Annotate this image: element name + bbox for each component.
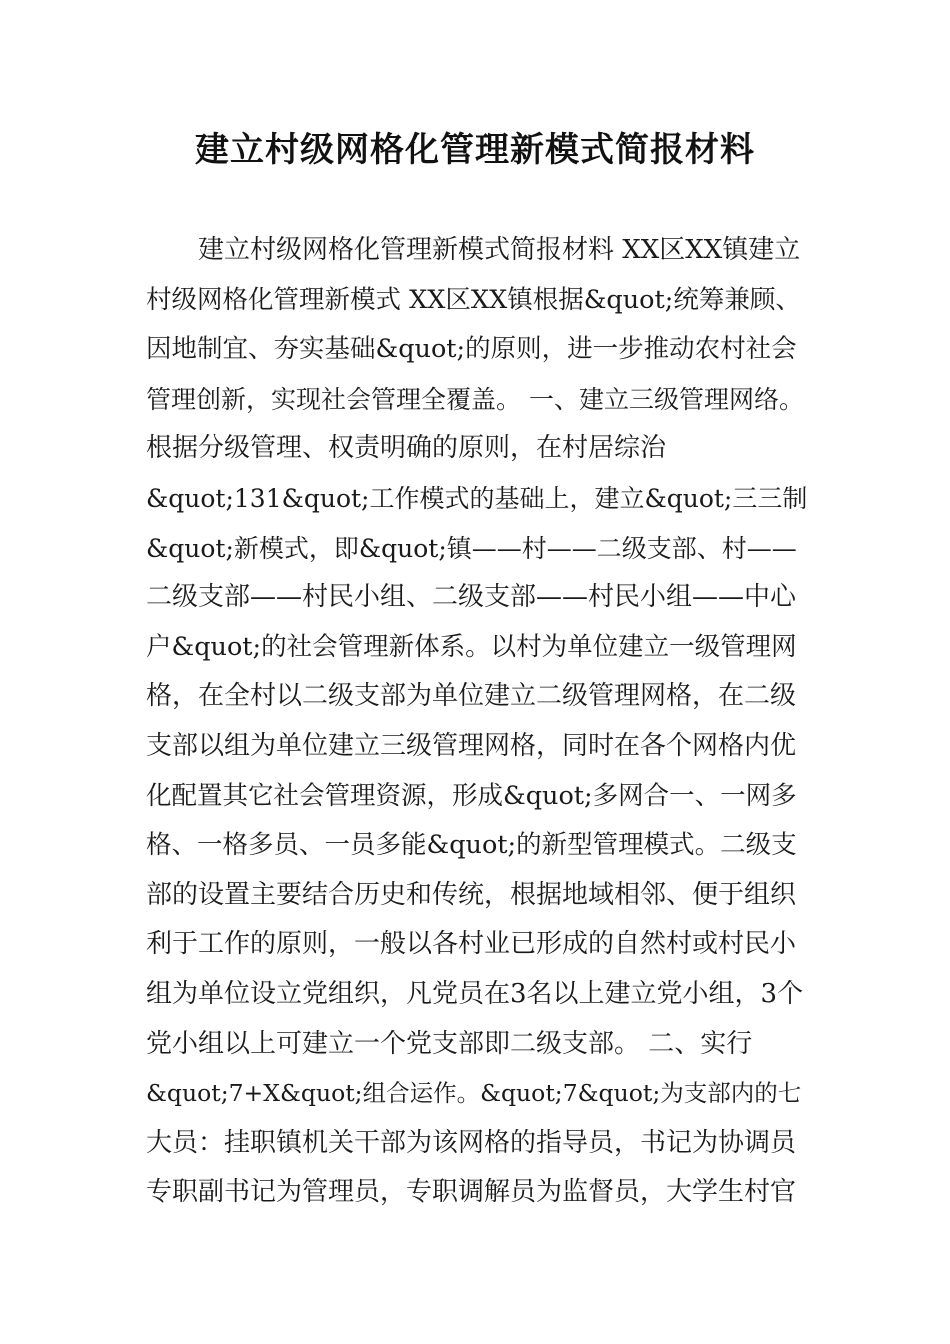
body-line: 利于工作的原则，一般以各村业已形成的自然村或村民小 bbox=[146, 929, 797, 960]
body-line: 二级支部——村民小组、二级支部——村民小组——中心 bbox=[146, 582, 797, 613]
body-line: 村级网格化管理新模式 XX区XX镇根据&quot;统筹兼顾、 bbox=[146, 284, 801, 315]
body-line: 党小组以上可建立一个党支部即二级支部。 二、实行 bbox=[146, 1028, 753, 1059]
body-line: 支部以组为单位建立三级管理网格，同时在各个网格内优 bbox=[146, 730, 797, 761]
body-line: &quot;131&quot;工作模式的基础上，建立&quot;三三制 bbox=[146, 483, 808, 513]
body-line: 部的设置主要结合历史和传统，根据地域相邻、便于组织 bbox=[146, 879, 797, 910]
body-line: 格，在全村以二级支部为单位建立二级管理网格，在二级 bbox=[146, 681, 797, 712]
body-line: 专职副书记为管理员，专职调解员为监督员，大学生村官 bbox=[146, 1177, 797, 1208]
body-line: 管理创新，实现社会管理全覆盖。 一、建立三级管理网络。 bbox=[146, 384, 804, 414]
body-line: 因地制宜、夯实基础&quot;的原则，进一步推动农村社会 bbox=[146, 334, 797, 365]
document-body bbox=[146, 226, 808, 1218]
body-line: 格、一格多员、一员多能&quot;的新型管理模式。二级支 bbox=[146, 830, 797, 861]
body-line: &quot;7+X&quot;组合运作。&quot;7&quot;为支部内的七 bbox=[146, 1079, 802, 1108]
body-line: &quot;新模式，即&quot;镇——村——二级支部、村—— bbox=[146, 533, 797, 563]
body-line: 户&quot;的社会管理新体系。以村为单位建立一级管理网 bbox=[146, 631, 797, 662]
body-line: 大员：挂职镇机关干部为该网格的指导员，书记为协调员 bbox=[146, 1127, 797, 1158]
body-line: 组为单位设立党组织，凡党员在3名以上建立党小组，3个 bbox=[146, 978, 804, 1009]
body-line: 化配置其它社会管理资源，形成&quot;多网合一、一网多 bbox=[146, 780, 797, 811]
body-line: 建立村级网格化管理新模式简报材料 XX区XX镇建立 bbox=[198, 235, 801, 265]
body-line: 根据分级管理、权责明确的原则，在村居综治 bbox=[146, 433, 667, 464]
document-title: 建立村级网格化管理新模式简报材料 bbox=[195, 130, 755, 170]
